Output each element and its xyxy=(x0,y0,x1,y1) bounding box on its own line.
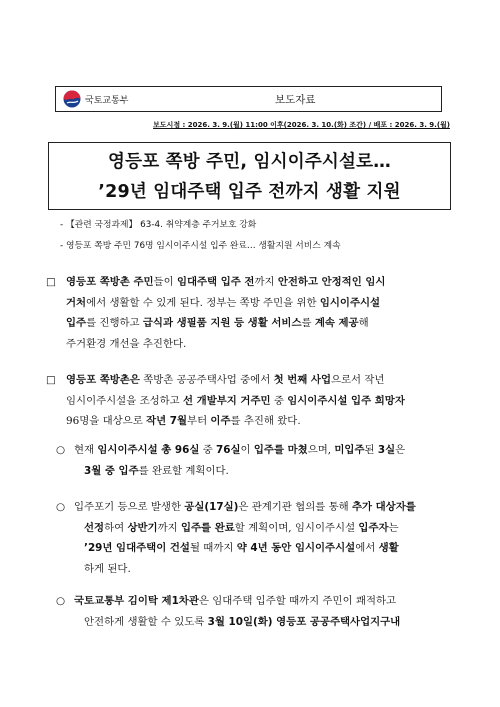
body-text: 이 xyxy=(240,444,254,456)
body-text: 하여 xyxy=(104,521,128,534)
title-line-1: 영등포 쪽방 주민, 임시이주시설로… xyxy=(108,152,391,172)
emphasized-text: 작년 7월 xyxy=(146,415,188,427)
circle-bullet-icon: ○ xyxy=(56,444,66,456)
body-text: 중 xyxy=(199,444,217,456)
body-text: 를 완료할 계획이다. xyxy=(138,464,229,477)
paragraph-line xyxy=(56,461,405,482)
paragraph-line xyxy=(46,411,405,432)
body-text: 까지 xyxy=(254,276,278,288)
body-text: 는 xyxy=(388,521,399,534)
subtitle-item: - 영등포 쪽방 주민 76명 임시이주시설 입주 완료… 생활지원 서비스 계속 xyxy=(60,241,341,251)
release-info xyxy=(153,120,450,130)
ministry-header-box xyxy=(55,86,442,112)
emphasized-text: 상반기 xyxy=(127,521,158,534)
title-line-2: ’29년 임대주택 입주 전까지 생활 지원 xyxy=(98,182,401,202)
paragraph-line xyxy=(74,444,405,456)
body-text: 들이 xyxy=(153,276,177,288)
body-text: 쪽방촌 공공주택사업 중에서 xyxy=(139,374,274,386)
emphasized-text: 입주를 마쳤 xyxy=(253,444,308,456)
body-text: 중 xyxy=(270,394,288,407)
emphasized-text: 영등포 쪽방촌 주민 xyxy=(66,276,154,288)
emphasized-text: 76실 xyxy=(216,444,241,456)
body-text: 96명을 대상으로 xyxy=(66,415,147,427)
square-bullet-icon: □ xyxy=(46,276,56,288)
emphasized-text: 약 4년 동안 임시이주시설 xyxy=(236,542,356,554)
circle-bullet-icon: ○ xyxy=(56,501,66,513)
emphasized-text: 3월 10일(화) 영등포 공공주택사업지구내 xyxy=(207,615,401,628)
emphasized-text: 선 개발부지 거주민 xyxy=(183,394,271,407)
paragraph-line xyxy=(74,595,396,607)
document-type: 보도자료 xyxy=(275,94,316,106)
emphasized-text: 3월 중 입주 xyxy=(84,464,139,477)
paragraph-4 xyxy=(46,497,416,579)
emphasized-text: 미입주 xyxy=(334,444,365,456)
emphasized-text: 공실(17실) xyxy=(184,501,239,513)
subtitle-list xyxy=(60,215,341,257)
emphasized-text: 3실 xyxy=(377,444,396,456)
body-text: 은 임대주택 입주할 때까지 주민이 쾌적하고 xyxy=(198,595,397,607)
emphasized-text: 계속 제공 xyxy=(314,317,359,329)
body-text: 를 xyxy=(301,317,315,329)
body-text: 된 xyxy=(364,444,378,456)
paragraph-2 xyxy=(46,370,405,432)
emphasized-text: 안전하고 안정적인 임시 xyxy=(277,276,386,288)
body-text: 안전하게 생활할 수 있도록 xyxy=(84,615,208,628)
body-text: 현재 xyxy=(74,444,98,456)
emphasized-text: 급식과 생필품 지원 등 생활 서비스 xyxy=(142,317,302,329)
paragraph-line xyxy=(66,374,384,386)
body-text: 해 xyxy=(358,317,369,329)
body-text: 으로서 작년 xyxy=(330,374,385,386)
paragraph-line xyxy=(46,391,405,412)
body-text: 를 추진해 왔다. xyxy=(230,415,301,427)
paragraph-line xyxy=(56,538,416,559)
body-text: 할 계획이며, 임시이주시설 xyxy=(234,521,359,534)
subtitle-item: - 【관련 국정과제】 63-4. 취약계층 주거보호 강화 xyxy=(60,220,257,230)
paragraph-line xyxy=(56,612,400,633)
body-text: 입주포기 등으로 발생한 xyxy=(74,501,185,513)
body-text: 부터 xyxy=(187,415,211,427)
paragraph-line xyxy=(56,559,416,580)
body-text: 를 진행하고 xyxy=(86,317,143,329)
paragraph-5 xyxy=(46,591,400,632)
emphasized-text: 영등포 쪽방촌은 xyxy=(66,374,140,386)
paragraph-line xyxy=(56,518,416,539)
emphasized-text: 임시이주시설 xyxy=(319,296,381,309)
body-text: 될 때까지 xyxy=(189,542,237,554)
body-text: 은 관계기관 협의를 통해 xyxy=(238,501,352,513)
emphasized-text: 입주 xyxy=(66,317,87,329)
emphasized-text: 첫 번째 사업 xyxy=(273,374,331,386)
emphasized-text: 임대주택 입주 전 xyxy=(176,276,255,288)
emphasized-text: 임시이주시설 입주 희망자 xyxy=(287,394,405,407)
paragraph-line xyxy=(74,501,416,513)
circle-bullet-icon: ○ xyxy=(56,595,66,607)
body-text: 에서 xyxy=(355,542,379,554)
emphasized-text: 입주를 완료 xyxy=(180,521,235,534)
body-text: 하게 된다. xyxy=(84,562,131,575)
body-text: 까지 xyxy=(157,521,181,534)
emphasized-text: 임시이주시설 총 96실 xyxy=(97,444,200,456)
body-text: 은 xyxy=(395,444,406,456)
emphasized-text: ’29년 임대주택이 건설 xyxy=(84,542,190,554)
square-bullet-icon: □ xyxy=(46,374,56,386)
paragraph-line xyxy=(46,293,385,314)
body-text: 임시이주시설을 조성하고 xyxy=(66,394,184,407)
emphasized-text: 거처 xyxy=(66,296,87,309)
emphasized-text: 국토교통부 김이탁 제1차관 xyxy=(74,595,199,607)
government-emblem-icon xyxy=(63,90,81,108)
body-text: 주거환경 개선을 추진한다. xyxy=(66,337,187,350)
body-text: 에서 생활할 수 있게 된다. 정부는 쪽방 주민을 위한 xyxy=(86,296,320,309)
emphasized-text: 입주자 xyxy=(358,521,389,534)
emphasized-text: 선정 xyxy=(84,521,105,534)
paragraph-line xyxy=(46,313,385,334)
emphasized-text: 이주 xyxy=(210,415,231,427)
paragraph-3 xyxy=(46,440,405,481)
paragraph-1 xyxy=(46,272,385,354)
ministry-name: 국토교통부 xyxy=(85,96,129,106)
emphasized-text: 추가 대상자를 xyxy=(351,501,416,513)
title-box xyxy=(48,142,451,210)
paragraph-line xyxy=(66,276,385,288)
paragraph-line xyxy=(46,334,385,355)
body-text: 으며, xyxy=(307,444,335,456)
emphasized-text: 생활 xyxy=(378,542,399,554)
release-text: 보도시점 : 2026. 3. 9.(월) 11:00 이후(2026. 3. 10.(화) 조간) / 배포 : 2026. 3. 9.(월) xyxy=(153,121,450,129)
